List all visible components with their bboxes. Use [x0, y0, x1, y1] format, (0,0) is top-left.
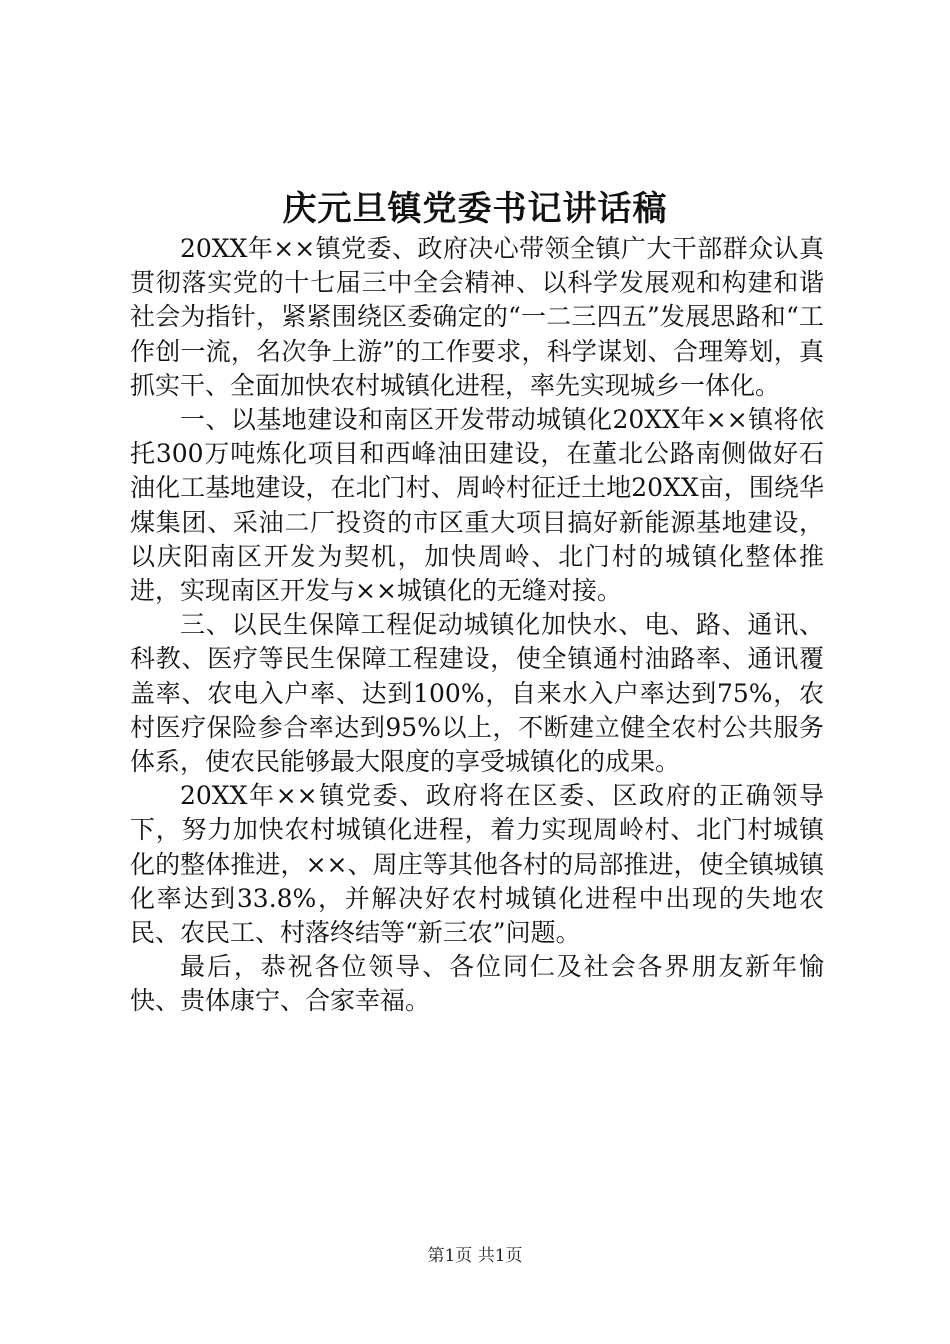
paragraph-outlook: 20XX年××镇党委、政府将在区委、区政府的正确领导下，努力加快农村城镇化进程，着力实现周岭村、北门村城镇化的整体推进，××、周庄等其他各村的局部推进，使全镇城镇化率达到33.8%，并解决好农村城镇化进程中出现的失地农民、农民工、村落终结等“新三农”问题。 — [130, 781, 824, 948]
paragraph-closing: 最后，恭祝各位领导、各位同仁及社会各界朋友新年愉快、贵体康宁、合家幸福。 — [130, 952, 824, 1016]
paragraph-base-construction: 一、以基地建设和南区开发带动城镇化20XX年××镇将依托300万吨炼化项目和西峰油田建设，在董北公路南侧做好石油化工基地建设，在北门村、周岭村征迁土地20XX亩，围绕华煤集团、采油二厂投资的市区重大项目搞好新能源基地建设，以庆阳南区开发为契机，加快周岭、北门村的城镇化整体推进，实现南区开发与××城镇化的无缝对接。 — [130, 405, 824, 606]
page-number: 第1页 共1页 — [427, 1246, 523, 1266]
paragraph-intro: 20XX年××镇党委、政府决心带领全镇广大干部群众认真贯彻落实党的十七届三中全会精神、以科学发展观和构建和谐社会为指针，紧紧围绕区委确定的“一二三四五”发展思路和“工作创一流，名次争上游”的工作要求，科学谋划、合理筹划，真抓实干、全面加快农村城镇化进程，率先实现城乡一体化。 — [130, 234, 824, 400]
document-body — [130, 232, 824, 1019]
paragraph-livelihood: 三、以民生保障工程促动城镇化加快水、电、路、通讯、科教、医疗等民生保障工程建设，使全镇通村油路率、通讯覆盖率、农电入户率、达到100%，自来水入户率达到75%，农村医疗保险参合率达到95%以上，不断建立健全农村公共服务体系，使农民能够最大限度的享受城镇化的成果。 — [130, 610, 824, 777]
document-title: 庆元旦镇党委书记讲话稿 — [282, 189, 668, 229]
